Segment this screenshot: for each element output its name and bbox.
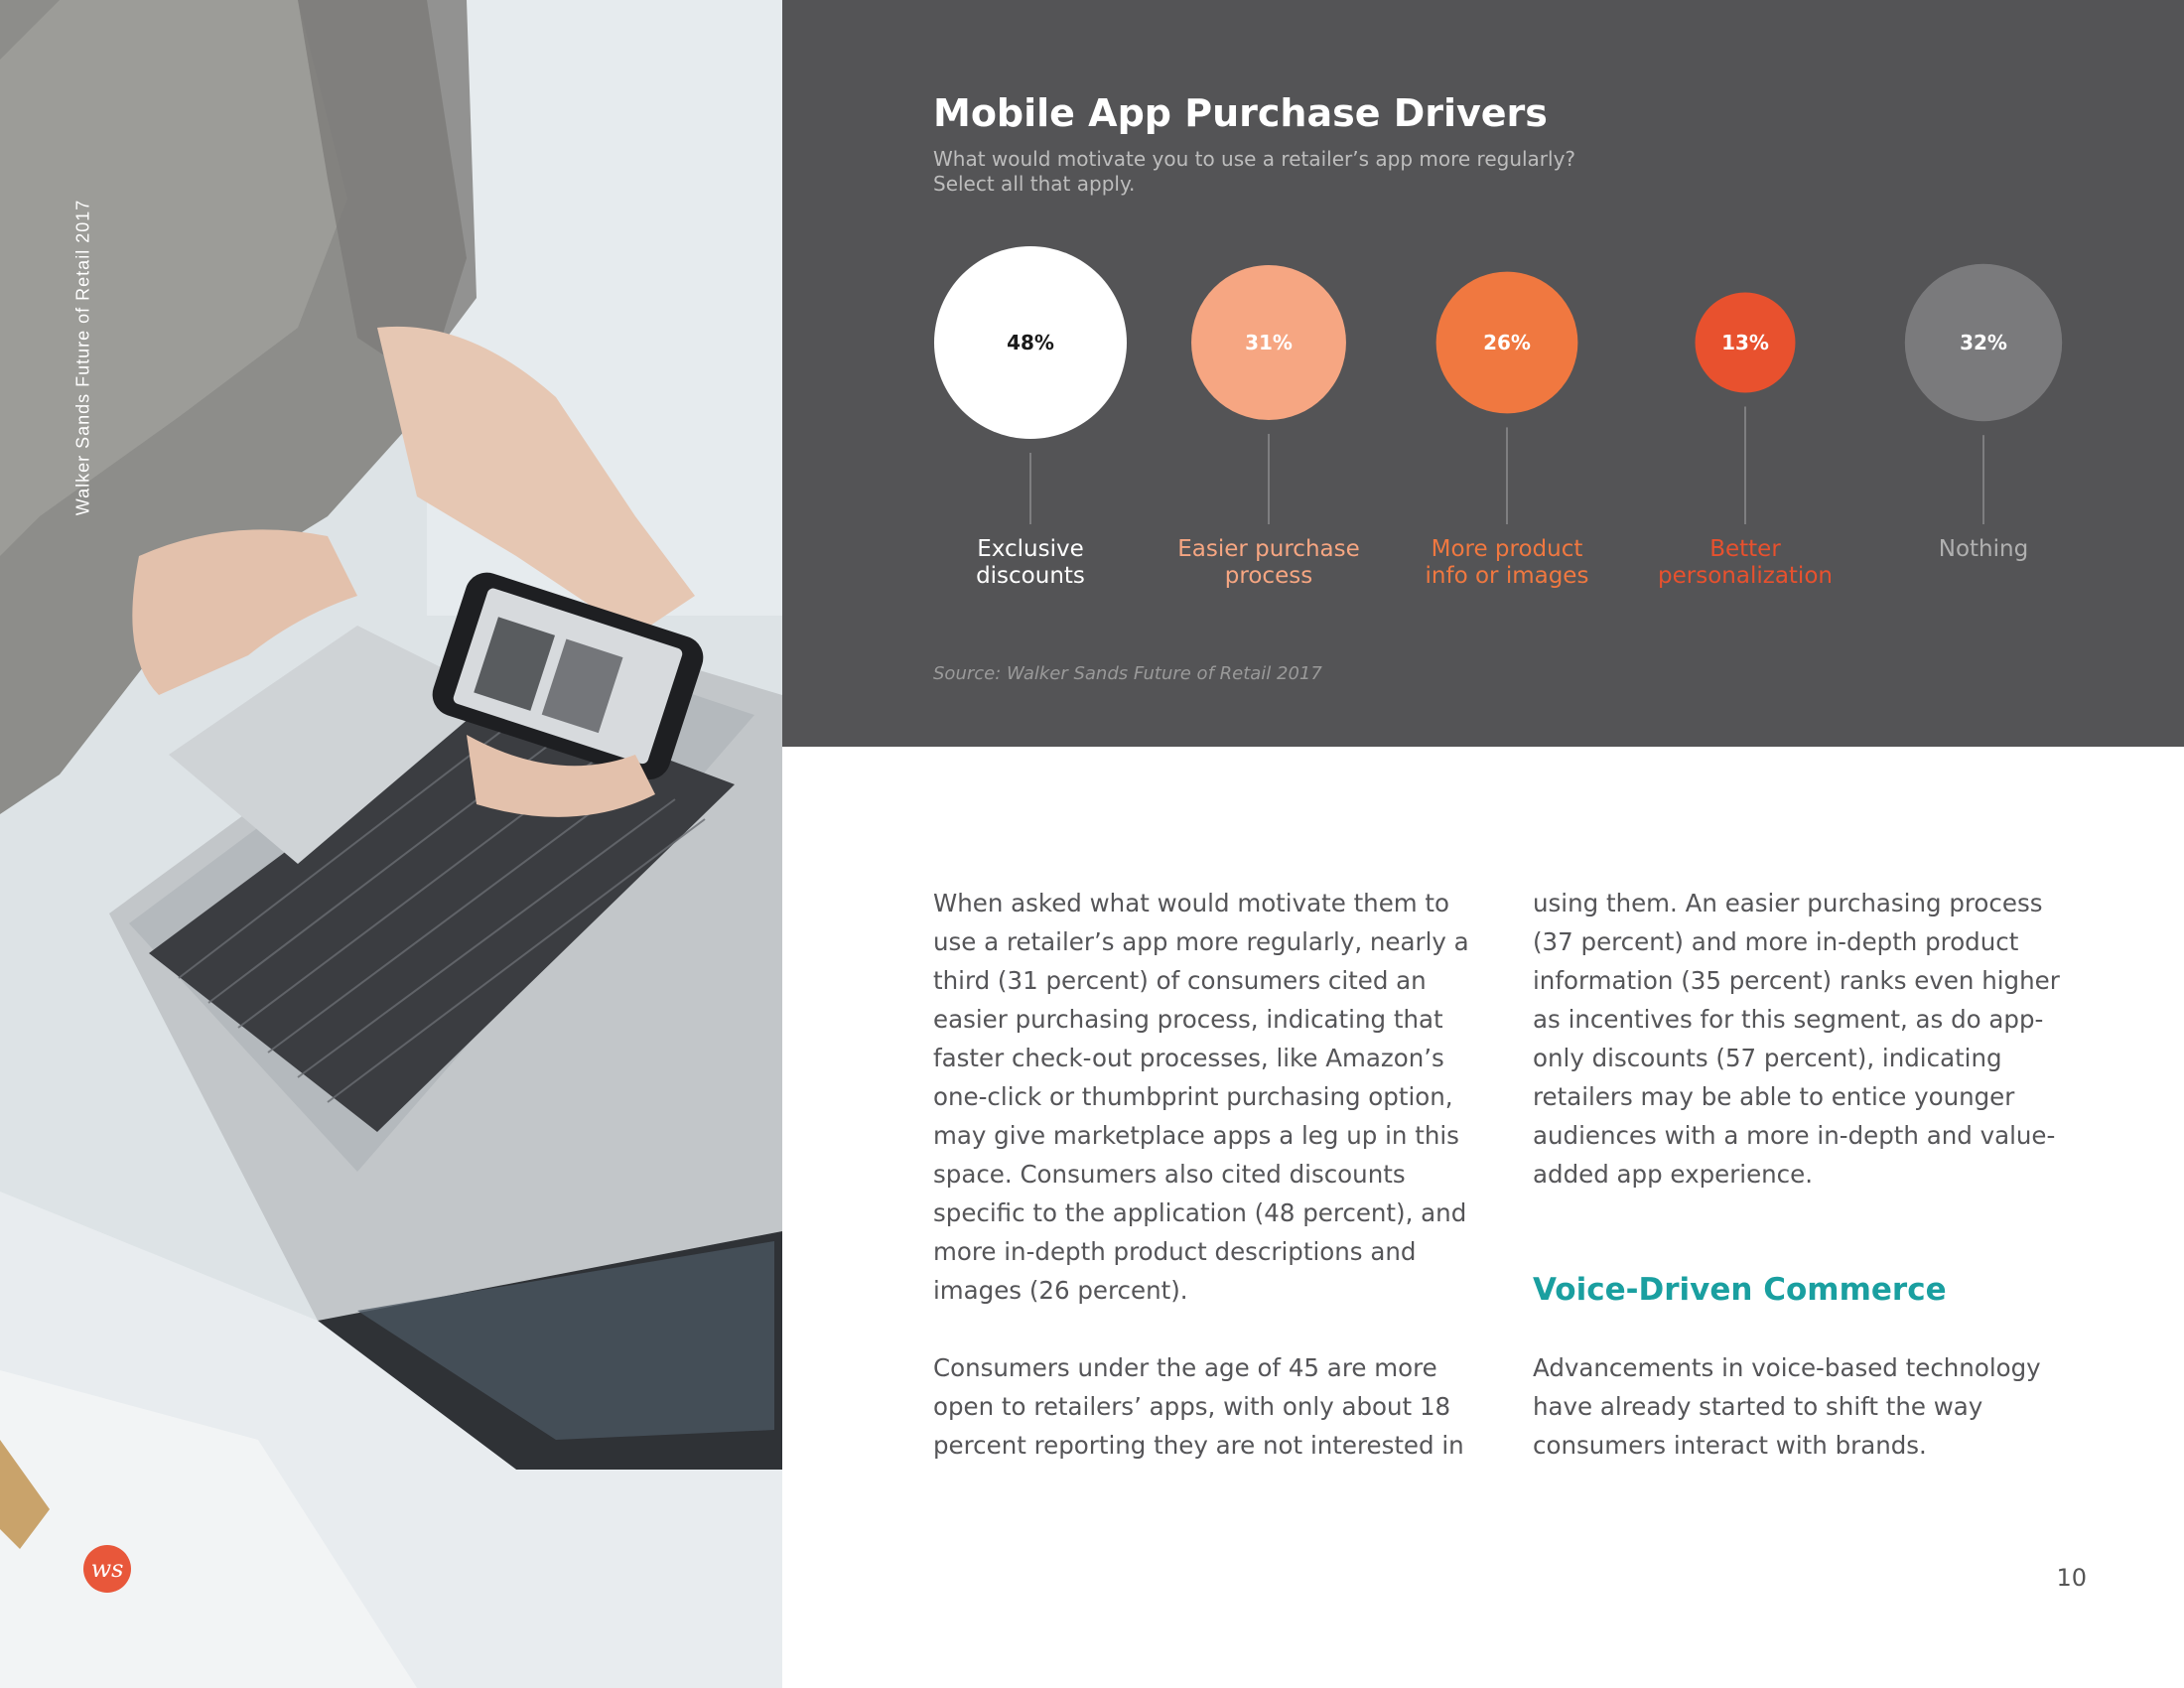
category-label: Nothing bbox=[1938, 536, 2029, 562]
bubble-value-label: 13% bbox=[1721, 331, 1769, 354]
category-label: discounts bbox=[976, 563, 1085, 589]
bubble-value-label: 48% bbox=[1007, 331, 1054, 354]
vertical-report-label: Walker Sands Future of Retail 2017 bbox=[72, 199, 93, 516]
bubble-chart bbox=[782, 179, 2184, 616]
category-label: More product bbox=[1431, 536, 1583, 562]
section-heading: Voice-Driven Commerce bbox=[1533, 1272, 1947, 1308]
paragraph: When asked what would motivate them to use a retailer’s app more regularly, nearly a third (31 percent) of consumers cited an easier purchasing process, indicating that faster check-out processes, like Amazon’s one-click or thumbprint purchasing option, may give marketplace apps a leg up in this space. Consumers also cited discounts specific to the application (48 percent), and more in-depth product descriptions and images (26 percent). bbox=[933, 889, 1469, 1305]
category-label: Better bbox=[1709, 536, 1781, 562]
body-column-left bbox=[933, 884, 1489, 1465]
paragraph: Advancements in voice-based technology have already started to shift the way consumers interact with brands. bbox=[1533, 1353, 2041, 1460]
chart-subtitle-line1: What would motivate you to use a retailer’s app more regularly? bbox=[933, 147, 1576, 171]
brand-logo-icon: ws bbox=[83, 1545, 131, 1593]
hero-photo bbox=[0, 0, 782, 1688]
category-label: info or images bbox=[1425, 563, 1589, 589]
bubble-value-label: 31% bbox=[1245, 331, 1293, 354]
chart-subtitle-line2: Select all that apply. bbox=[933, 172, 1136, 196]
category-label: Exclusive bbox=[977, 536, 1084, 562]
category-label: personalization bbox=[1658, 563, 1833, 589]
page-number: 10 bbox=[2056, 1564, 2087, 1592]
bubble-value-label: 26% bbox=[1483, 331, 1531, 354]
chart-source: Source: Walker Sands Future of Retail 2017 bbox=[933, 663, 1322, 684]
category-label: process bbox=[1224, 563, 1313, 589]
chart-title: Mobile App Purchase Drivers bbox=[933, 91, 1548, 135]
paragraph: using them. An easier purchasing process (37 percent) and more in-depth product information (35 percent) ranks even higher as incentives for this segment, as do app-only discounts (57 percent), indicating retailers may be able to entice younger audiences with a more in-depth and value-added app experience. bbox=[1533, 889, 2060, 1189]
bubble-value-label: 32% bbox=[1960, 331, 2007, 354]
category-label: Easier purchase bbox=[1177, 536, 1360, 562]
paragraph: Consumers under the age of 45 are more open to retailers’ apps, with only about 18 percent reporting they are not interested in bbox=[933, 1353, 1464, 1460]
laptop-phone-illustration bbox=[0, 0, 782, 1688]
body-column-right bbox=[1533, 884, 2089, 1465]
